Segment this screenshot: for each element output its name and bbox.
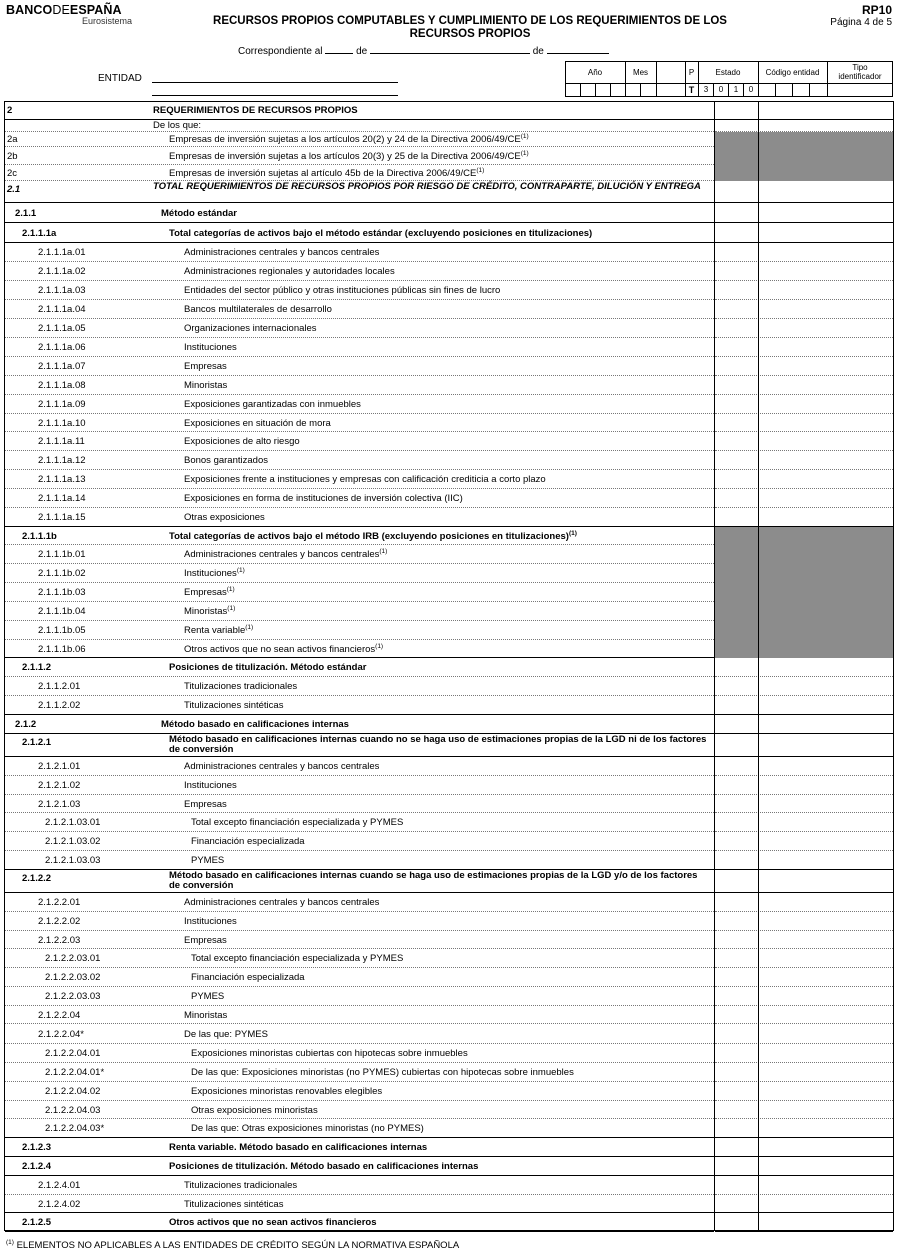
table-row [5, 1044, 714, 1063]
row-code: 2.1.1.1b [22, 530, 57, 542]
table-row [5, 968, 714, 987]
not-applicable-cell [759, 621, 893, 640]
row-code: 2.1.2.4.02 [38, 1198, 81, 1210]
table-row [5, 451, 714, 470]
value-cell[interactable] [715, 734, 893, 757]
row-label: Titulizaciones sintéticas [184, 700, 284, 711]
row-code: 2 [7, 105, 13, 116]
row-code: 2.1.2.2.04.03 [45, 1104, 101, 1116]
row-label: Organizaciones internacionales [184, 323, 317, 334]
value-cell[interactable] [715, 470, 893, 489]
row-label: De las que: Exposiciones minoristas (no PYMES) cubiertas con hipotecas sobre inmuebles [191, 1067, 574, 1078]
value-cell[interactable] [715, 451, 893, 470]
row-label: Exposiciones garantizadas con inmuebles [184, 399, 361, 410]
row-code: 2.1.1.1a.11 [38, 436, 85, 447]
value-cell[interactable] [715, 1176, 893, 1195]
row-label: Empresas [184, 361, 227, 372]
column-divider [714, 101, 715, 1231]
value-cell[interactable] [715, 1082, 893, 1101]
table-row [5, 223, 714, 243]
row-code: 2.1.1.1a [22, 227, 57, 239]
table-row [5, 564, 714, 583]
value-cell[interactable] [715, 101, 893, 120]
row-label: Método basado en calificaciones internas cuando se haga uso de estimaciones propias de la LGD y/o de los factores de conversión [169, 870, 698, 891]
table-row [5, 319, 714, 338]
row-label: Exposiciones frente a instituciones y empresas con calificación crediticia a corto plazo [184, 474, 546, 485]
row-label: Exposiciones en forma de instituciones de inversión colectiva (IIC) [184, 493, 463, 504]
row-code: 2c [7, 167, 18, 179]
logo-subtitle: Eurosistema [82, 16, 133, 26]
table-row [5, 545, 714, 564]
table-row [5, 165, 714, 181]
footnote: $^{(1)}$ ELEMENTOS NO APLICABLES A LAS ENTIDADES DE CRÉDITO SEGÚN LA NORMATIVA ESPAÑOLA [6, 1238, 460, 1251]
status-digit: 0 [743, 84, 758, 96]
not-applicable-cell [715, 564, 758, 583]
row-label: Titulizaciones sintéticas [184, 1198, 284, 1210]
row-label: Titulizaciones tradicionales [184, 681, 298, 692]
entity-code-digit[interactable] [792, 84, 809, 96]
year-field[interactable] [547, 44, 609, 54]
status-digit: 3 [698, 84, 713, 96]
status-digit: 0 [713, 84, 728, 96]
table-row [5, 870, 714, 893]
value-cell[interactable] [715, 1195, 893, 1213]
value-cell[interactable] [715, 262, 893, 281]
row-label: Método basado en calificaciones internas [161, 719, 349, 730]
row-code: 2.1.2.2.04.01 [45, 1048, 101, 1059]
not-applicable-cell [715, 621, 758, 640]
row-label: Administraciones centrales y bancos centrales [184, 897, 380, 908]
value-cell[interactable] [715, 931, 893, 949]
row-code: 2.1.2.1.03.02 [45, 836, 101, 847]
table-row [5, 147, 714, 165]
value-cell[interactable] [715, 1213, 893, 1232]
not-applicable-cell [715, 147, 758, 165]
not-applicable-cell [715, 602, 758, 621]
row-code: 2.1.1.1a.07 [38, 361, 86, 372]
day-field[interactable] [325, 44, 353, 54]
value-cell[interactable] [715, 757, 893, 776]
row-label: Total excepto financiación especializada y PYMES [191, 953, 404, 964]
table-row [5, 470, 714, 489]
table-row [5, 715, 714, 734]
value-cell[interactable] [715, 243, 893, 262]
row-code: 2.1.1.1a.05 [38, 323, 86, 334]
row-code: 2.1.2.2.04.03* [45, 1123, 105, 1134]
value-cell[interactable] [715, 1138, 893, 1157]
not-applicable-cell [759, 527, 893, 545]
row-code: 2.1.1.1a.09 [38, 399, 86, 410]
row-code: 2.1.1.2.01 [38, 681, 81, 692]
entity-field-2[interactable] [152, 95, 398, 96]
value-cell[interactable] [715, 832, 893, 851]
value-cell[interactable] [715, 795, 893, 813]
identifier-type-caption: Tipo identificador [838, 63, 882, 81]
table-row [5, 1138, 714, 1157]
divider [758, 61, 759, 97]
row-code: 2.1.1.1b.03 [38, 587, 86, 598]
month-digit[interactable] [640, 84, 656, 96]
table-row [5, 931, 714, 949]
row-code: 2.1.2.2.04.01* [45, 1067, 105, 1078]
table-row [5, 101, 714, 120]
table-row [5, 1101, 714, 1119]
table-row [5, 1213, 714, 1232]
row-label: Empresas$^{(1)}$ [184, 585, 235, 598]
row-code: 2.1.1.1b.02 [38, 568, 86, 579]
row-label: Entidades del sector público y otras instituciones públicas sin fines de lucro [184, 285, 501, 296]
table-row [5, 243, 714, 262]
p-caption: P [688, 68, 695, 77]
value-cell[interactable] [715, 870, 893, 893]
value-cell[interactable] [715, 949, 893, 968]
row-label: REQUERIMIENTOS DE RECURSOS PROPIOS [153, 105, 358, 116]
not-applicable-cell [759, 147, 893, 165]
row-code: 2.1.2.2.04 [38, 1009, 81, 1021]
row-code: 2.1.2.2.04* [38, 1028, 84, 1040]
not-applicable-cell [715, 165, 758, 181]
table-row [5, 119, 714, 132]
row-code: 2.1.2.2 [22, 873, 52, 884]
period-line: Correspondiente al de de [238, 44, 609, 57]
row-code: 2.1.1.1a.04 [38, 304, 86, 315]
row-code: 2.1.2.1.01 [38, 761, 81, 772]
row-code: 2.1.1.1b.04 [38, 606, 86, 617]
value-cell[interactable] [715, 181, 893, 203]
value-cell[interactable] [715, 696, 893, 715]
value-cell[interactable] [715, 489, 893, 508]
table-row [5, 813, 714, 832]
table-row [5, 912, 714, 931]
row-label: Bancos multilaterales de desarrollo [184, 304, 332, 315]
row-code: 2.1.2.4.01 [38, 1180, 81, 1191]
month-caption: Mes [632, 68, 649, 77]
row-label: Minoristas$^{(1)}$ [184, 604, 236, 617]
table-row [5, 300, 714, 319]
status-digit: 1 [728, 84, 743, 96]
value-cell[interactable] [715, 968, 893, 987]
row-label: PYMES [191, 991, 225, 1002]
value-cell[interactable] [715, 508, 893, 527]
table-row [5, 696, 714, 715]
row-label: Minoristas [184, 1009, 228, 1021]
not-applicable-cell [715, 527, 758, 545]
year-caption: Año [587, 68, 603, 77]
not-applicable-cell [759, 132, 893, 147]
row-label: Total excepto financiación especializada y PYMES [191, 817, 404, 828]
table-row [5, 1006, 714, 1024]
row-code: 2.1.1.1a.13 [38, 474, 86, 485]
row-label: Empresas de inversión sujetas a los artículos 20(2) y 24 de la Directiva 2006/49/CE$^{(1)}$ [169, 132, 529, 145]
row-label: Administraciones centrales y bancos centrales$^{(1)}$ [184, 547, 388, 560]
table-row [5, 376, 714, 395]
table-row [5, 658, 714, 677]
row-code: 2.1.2.2.03.01 [45, 953, 101, 964]
row-code: 2.1.2.2.03.02 [45, 972, 101, 983]
row-code: 2b [7, 150, 18, 162]
value-cell[interactable] [715, 319, 893, 338]
divider [656, 61, 657, 97]
row-code: 2.1.1.1a.15 [38, 512, 86, 523]
table-row [5, 893, 714, 912]
row-code: 2.1.1.1b.05 [38, 625, 86, 636]
row-label: TOTAL REQUERIMIENTOS DE RECURSOS PROPIOS POR RIESGO DE CRÉDITO, CONTRAPARTE, DILUCIÓN Y ENTREGA [153, 181, 701, 192]
entity-code-caption: Código entidad [765, 68, 820, 77]
row-code: 2.1.2.1 [22, 737, 52, 748]
entity-code-digit[interactable] [775, 84, 792, 96]
not-applicable-cell [759, 583, 893, 602]
table-row [5, 262, 714, 281]
row-label: Total categorías de activos bajo el método IRB (excluyendo posiciones en titulizaciones)$^{(1)}$ [169, 529, 577, 542]
value-cell[interactable] [715, 1063, 893, 1082]
row-label: Empresas de inversión sujetas a los artículos 20(3) y 25 de la Directiva 2006/49/CE$^{(1)}$ [169, 149, 529, 162]
row-code: 2.1.2.2.03.03 [45, 991, 101, 1002]
row-code: 2.1 [7, 184, 21, 195]
row-code: 2.1.1.2 [22, 662, 52, 673]
table-row [5, 832, 714, 851]
row-label: Exposiciones minoristas cubiertas con hipotecas sobre inmuebles [191, 1048, 468, 1059]
row-label: Empresas [184, 934, 227, 946]
row-label: PYMES [191, 855, 225, 866]
row-label: Titulizaciones tradicionales [184, 1180, 298, 1191]
value-cell[interactable] [715, 414, 893, 432]
row-label: Renta variable$^{(1)}$ [184, 623, 254, 636]
value-cell[interactable] [715, 395, 893, 414]
row-label: Bonos garantizados [184, 455, 268, 466]
row-code: 2.1.2.5 [22, 1217, 52, 1228]
row-code: 2.1.2.3 [22, 1142, 52, 1153]
table-row [5, 414, 714, 432]
row-label: Instituciones$^{(1)}$ [184, 566, 245, 579]
table-row [5, 489, 714, 508]
row-label: Administraciones centrales y bancos centrales [184, 247, 380, 258]
table-row [5, 621, 714, 640]
row-code: 2.1.1.1a.02 [38, 266, 86, 277]
row-label: Otros activos que no sean activos financieros [169, 1217, 377, 1228]
table-row [5, 602, 714, 621]
table-row [5, 1063, 714, 1082]
row-code: 2.1.1 [15, 207, 37, 219]
row-label: De las que: Otras exposiciones minoristas (no PYMES) [191, 1123, 424, 1134]
row-code: 2a [7, 134, 18, 145]
row-code: 2.1.2.2.04.02 [45, 1086, 101, 1097]
value-cell[interactable] [715, 300, 893, 319]
year-digit[interactable] [595, 84, 610, 96]
value-cell[interactable] [715, 776, 893, 795]
not-applicable-cell [759, 602, 893, 621]
page-number: Página 4 de 5 [830, 17, 892, 28]
row-label: Exposiciones de alto riesgo [184, 436, 300, 447]
year-digit[interactable] [610, 84, 625, 96]
row-code: 2.1.1.1b.06 [38, 643, 86, 655]
row-label: Financiación especializada [191, 836, 305, 847]
entity-field[interactable] [152, 82, 398, 83]
value-cell[interactable] [715, 1006, 893, 1024]
row-label: Instituciones [184, 780, 237, 791]
row-code: 2.1.1.1a.03 [38, 285, 86, 296]
row-label: De las que: PYMES [184, 1028, 268, 1040]
form-code: RP10 [861, 3, 892, 17]
value-cell[interactable] [715, 338, 893, 357]
year-digit[interactable] [580, 84, 595, 96]
table-row [5, 776, 714, 795]
row-label: Financiación especializada [191, 972, 305, 983]
row-label: Renta variable. Método basado en calificaciones internas [169, 1142, 428, 1153]
p-value: T [688, 85, 695, 95]
not-applicable-cell [759, 564, 893, 583]
table-row [5, 338, 714, 357]
table-row [5, 795, 714, 813]
row-code: 2.1.2.2.02 [38, 916, 81, 927]
value-cell[interactable] [715, 432, 893, 451]
table-row [5, 640, 714, 658]
row-label: Posiciones de titulización. Método basado en calificaciones internas [169, 1161, 479, 1172]
table-row [5, 583, 714, 602]
table-row [5, 1024, 714, 1044]
value-cell[interactable] [715, 912, 893, 931]
column-divider [758, 101, 759, 1231]
value-cell[interactable] [715, 813, 893, 832]
not-applicable-cell [715, 640, 758, 658]
value-cell[interactable] [715, 203, 893, 223]
row-label: Exposiciones minoristas renovables elegibles [191, 1086, 383, 1097]
value-cell[interactable] [715, 715, 893, 734]
row-code: 2.1.1.1b.01 [38, 549, 86, 560]
table-row [5, 281, 714, 300]
row-code: 2.1.2.2.03 [38, 934, 81, 946]
not-applicable-cell [715, 132, 758, 147]
table-row [5, 1082, 714, 1101]
table-row [5, 1176, 714, 1195]
row-code: 2.1.2.1.03.03 [45, 855, 101, 866]
row-label: Posiciones de titulización. Método estándar [169, 662, 367, 673]
row-label: Administraciones centrales y bancos centrales [184, 761, 380, 772]
value-cell[interactable] [715, 987, 893, 1006]
table-row [5, 357, 714, 376]
row-label: De los que: [153, 120, 202, 131]
value-cell[interactable] [715, 851, 893, 870]
row-label: Exposiciones en situación de mora [184, 417, 331, 429]
row-code: 2.1.2.1.02 [38, 780, 81, 791]
value-cell[interactable] [715, 1157, 893, 1176]
value-cell[interactable] [715, 223, 893, 243]
table-row [5, 1157, 714, 1176]
value-cell[interactable] [715, 1119, 893, 1138]
value-cell[interactable] [715, 357, 893, 376]
month-field[interactable] [370, 44, 530, 54]
table-row [5, 395, 714, 414]
value-cell[interactable] [715, 1024, 893, 1044]
not-applicable-cell [715, 545, 758, 564]
table-row [5, 734, 714, 757]
table-row [5, 132, 714, 147]
row-code: 2.1.1.1a.06 [38, 342, 86, 353]
row-label: Método basado en calificaciones internas cuando no se haga uso de estimaciones propias de la LGD ni de los factores de conversión [169, 734, 707, 755]
table-row [5, 432, 714, 451]
value-cell[interactable] [715, 1044, 893, 1063]
row-code: 2.1.1.2.02 [38, 700, 81, 711]
row-code: 2.1.2.4 [22, 1161, 52, 1172]
table-row [5, 851, 714, 870]
value-cell[interactable] [715, 677, 893, 696]
value-cell[interactable] [715, 1101, 893, 1119]
row-code: 2.1.1.1a.01 [38, 247, 86, 258]
value-cell[interactable] [715, 119, 893, 132]
row-code: 2.1.2.2.01 [38, 897, 81, 908]
row-label: Administraciones regionales y autoridades locales [184, 266, 395, 277]
table-row [5, 1195, 714, 1213]
not-applicable-cell [759, 165, 893, 181]
row-label: Otras exposiciones minoristas [191, 1104, 318, 1116]
page-title: RECURSOS PROPIOS COMPUTABLES Y CUMPLIMIENTO DE LOS REQUERIMIENTOS DE LOS RECURSOS PROPIOS [213, 15, 727, 40]
row-label: Instituciones [184, 916, 237, 927]
table-row [5, 527, 714, 545]
value-cell[interactable] [715, 376, 893, 395]
entity-code-digit[interactable] [809, 84, 827, 96]
row-code: 2.1.2.1.03 [38, 798, 81, 810]
table-row [5, 757, 714, 776]
table-row [5, 203, 714, 223]
row-label: Minoristas [184, 380, 228, 391]
row-code: 2.1.1.1a.10 [38, 417, 86, 429]
row-label: Total categorías de activos bajo el método estándar (excluyendo posiciones en titulizaciones) [169, 227, 593, 239]
table-row [5, 508, 714, 527]
entity-label: ENTIDAD [98, 73, 142, 84]
row-code: 2.1.2 [15, 719, 37, 730]
row-label: Otros activos que no sean activos financieros$^{(1)}$ [184, 642, 384, 655]
value-cell[interactable] [715, 658, 893, 677]
divider [625, 61, 626, 97]
not-applicable-cell [759, 545, 893, 564]
table-row [5, 1119, 714, 1138]
not-applicable-cell [715, 583, 758, 602]
table-row [5, 677, 714, 696]
row-label: Instituciones [184, 342, 237, 353]
logo: BANCODEESPAÑA [6, 3, 122, 17]
row-label: Empresas [184, 798, 227, 810]
table-row [5, 987, 714, 1006]
row-code: 2.1.1.1a.08 [38, 380, 86, 391]
row-label: Método estándar [161, 207, 238, 219]
value-cell[interactable] [715, 281, 893, 300]
table-row [5, 181, 714, 203]
status-caption: Estado [715, 68, 741, 77]
value-cell[interactable] [715, 893, 893, 912]
row-label: Empresas de inversión sujetas al artículo 45b de la Directiva 2006/49/CE$^{(1)}$ [169, 166, 485, 179]
table-row [5, 949, 714, 968]
not-applicable-cell [759, 640, 893, 658]
row-label: Otras exposiciones [184, 512, 265, 523]
row-code: 2.1.2.1.03.01 [45, 817, 101, 828]
row-code: 2.1.1.1a.12 [38, 455, 86, 466]
row-code: 2.1.1.1a.14 [38, 493, 86, 504]
